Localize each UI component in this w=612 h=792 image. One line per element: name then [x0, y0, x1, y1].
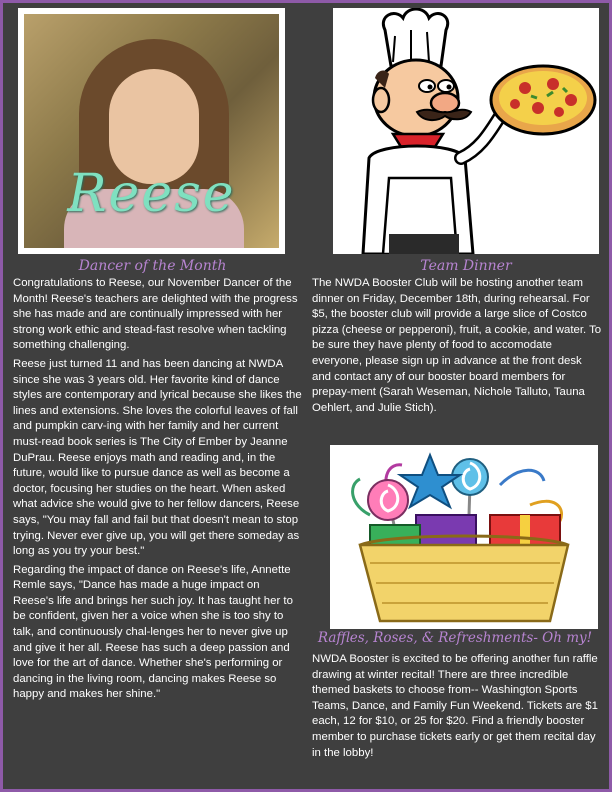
chef-icon: [333, 8, 599, 254]
photo-background: [24, 14, 279, 248]
dancer-photo: [18, 8, 285, 254]
dancer-paragraph-1: Congratulations to Reese, our November Dancer of the Month! Reese's teachers are delighted with the progress she has made and are continually impressed with her strong work ethic and stead-fast resolve when tackling something challenging.: [13, 277, 298, 352]
dancer-paragraph-2: Reese just turned 11 and has been dancing at NWDA since she was 3 years old. Her favorite kind of dance styles are contemporary and lyrical because she likes the lines and extensions. She loves the colorful leaves of fall and pumpkin carv-ing with her family and her current must-read book series is The City of Ember by Jeanne DuPrau. Reese enjoys math and reading and, in the future, would like to pursue dance as well as become a doctor, focusing her studies on the heart. When asked what advice she would give to her fellow dancers, Reese says, "You may fall and fail but that doesn't mean to stop trying. Never ever give up, you will get there someday as long as you try your best.": [13, 357, 302, 558]
dancer-of-month-heading: Dancer of the Month: [78, 258, 227, 274]
dancer-article: [13, 276, 302, 706]
team-dinner-heading: Team Dinner: [420, 258, 512, 274]
raffles-heading: Raffles, Roses, & Refreshments- Oh my!: [317, 630, 593, 646]
gift-basket-icon: [330, 445, 598, 629]
dancer-paragraph-3: Regarding the impact of dance on Reese's life, Annette Remle says, "Dance has made a huge impact on Reese's life and brings her such joy. It has taught her to be confident, given her a voice when she is too shy to talk, and continuously chal-lenges her to never give up and give it her all. Reese has such a deep passion and love for the art of dance. Whether she's performing or dancing in the living room, dancing makes Reese so happy and makes her shine.": [13, 563, 293, 701]
chef-pizza-illustration: [333, 8, 599, 254]
raffle-basket-illustration: [330, 445, 598, 629]
photo-name-script: Reese: [67, 164, 236, 224]
team-dinner-article: The NWDA Booster Club will be hosting another team dinner on Friday, December 18th, during rehearsal. For $5, the booster club will provide a large slice of Costco pizza (cheese or pepperoni), fruit, a cookie, and water. To be sure they have plenty of food to accomodate everyone, please sign up in advance at the front desk and contact any of our booster board members for prepay-ment (Sarah Weseman, Nichole Talluto, Tauna Oehlert, and Julie Stich).: [312, 277, 602, 414]
raffles-article: NWDA Booster is excited to be offering another fun raffle drawing at winter recital! There are three incredible themed baskets to choose from-- Washington Sports Teams, Dance, and Family Fun Weekend. Tickets are $1 each, 12 for $10, or 25 for $20. Find a friendly booster member to purchase tickets early or get them recital day in the lobby!: [312, 653, 598, 759]
